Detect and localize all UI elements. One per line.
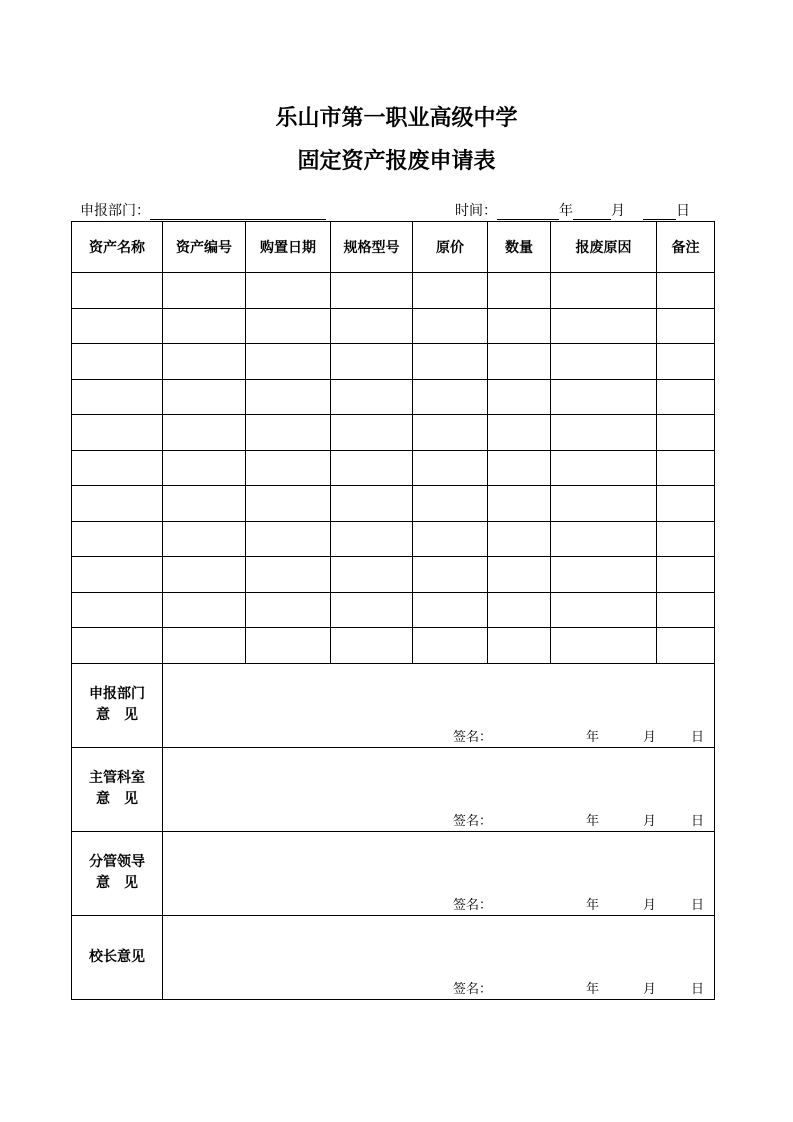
dept-label: 申报部门： (80, 203, 150, 219)
table-row (72, 379, 715, 415)
table-cell[interactable] (72, 379, 163, 415)
table-cell[interactable] (413, 308, 488, 344)
col-original-price: 原价 (413, 222, 488, 273)
table-cell[interactable] (246, 486, 331, 522)
table-cell[interactable] (246, 521, 331, 557)
opinion-input[interactable] (163, 915, 715, 999)
opinion-row-principal (72, 915, 715, 999)
table-cell[interactable] (488, 521, 551, 557)
day-input-line[interactable] (643, 205, 676, 220)
table-cell[interactable] (163, 592, 246, 628)
table-cell[interactable] (551, 273, 657, 309)
table-cell[interactable] (488, 379, 551, 415)
table-cell[interactable] (488, 273, 551, 309)
table-cell[interactable] (246, 379, 331, 415)
table-cell[interactable] (413, 415, 488, 451)
table-cell[interactable] (413, 521, 488, 557)
table-cell[interactable] (163, 486, 246, 522)
table-cell[interactable] (488, 415, 551, 451)
table-cell[interactable] (72, 450, 163, 486)
table-cell[interactable] (488, 592, 551, 628)
table-row (72, 592, 715, 628)
table-cell[interactable] (163, 557, 246, 593)
table-cell[interactable] (72, 486, 163, 522)
table-cell[interactable] (551, 450, 657, 486)
table-cell[interactable] (551, 486, 657, 522)
table-cell[interactable] (413, 628, 488, 664)
opinion-row-leader (72, 831, 715, 915)
table-cell[interactable] (657, 450, 715, 486)
table-cell[interactable] (331, 521, 413, 557)
table-cell[interactable] (163, 273, 246, 309)
table-cell[interactable] (657, 628, 715, 664)
table-cell[interactable] (72, 521, 163, 557)
table-cell[interactable] (551, 379, 657, 415)
year-label: 年 (559, 203, 573, 219)
opinion-section (72, 663, 715, 999)
table-row (72, 628, 715, 664)
opinion-label: 分管领导 意 见 (72, 831, 163, 915)
table-cell[interactable] (163, 521, 246, 557)
opinion-row-dept (72, 663, 715, 747)
table-cell[interactable] (163, 344, 246, 380)
table-cell[interactable] (657, 308, 715, 344)
table-cell[interactable] (331, 628, 413, 664)
opinion-label: 申报部门 意 见 (72, 663, 163, 747)
table-cell[interactable] (72, 557, 163, 593)
table-cell[interactable] (551, 344, 657, 380)
table-cell[interactable] (246, 628, 331, 664)
school-name: 乐山市第一职业高级中学 (275, 105, 518, 131)
table-cell[interactable] (413, 592, 488, 628)
table-cell[interactable] (331, 344, 413, 380)
data-rows (72, 273, 715, 664)
table-cell[interactable] (657, 557, 715, 593)
table-row (72, 273, 715, 309)
signature-line: 签名： 年 月 日 (453, 981, 705, 997)
signature-line: 签名： 年 月 日 (453, 813, 705, 829)
col-purchase-date: 购置日期 (246, 222, 331, 273)
table-cell[interactable] (246, 273, 331, 309)
time-label: 时间： (455, 203, 497, 219)
table-cell[interactable] (488, 308, 551, 344)
signature-line: 签名： 年 月 日 (453, 729, 705, 745)
table-cell[interactable] (331, 379, 413, 415)
header-row (72, 222, 715, 273)
col-asset-name: 资产名称 (72, 222, 163, 273)
opinion-row-office (72, 747, 715, 831)
table-row (72, 308, 715, 344)
table-cell[interactable] (246, 415, 331, 451)
table-cell[interactable] (413, 273, 488, 309)
month-label: 月 (611, 203, 625, 219)
signature-line: 签名： 年 月 日 (453, 897, 705, 913)
table-cell[interactable] (657, 379, 715, 415)
table-cell[interactable] (488, 344, 551, 380)
table-cell[interactable] (413, 557, 488, 593)
table-cell[interactable] (413, 344, 488, 380)
dept-input-line[interactable] (150, 205, 326, 220)
table-cell[interactable] (657, 415, 715, 451)
table-cell[interactable] (413, 450, 488, 486)
table-row (72, 415, 715, 451)
opinion-label: 主管科室 意 见 (72, 747, 163, 831)
table-cell[interactable] (331, 415, 413, 451)
table-row (72, 557, 715, 593)
table-cell[interactable] (163, 628, 246, 664)
table-cell[interactable] (331, 557, 413, 593)
year-input-line[interactable] (497, 205, 559, 220)
asset-disposal-table (71, 221, 715, 1000)
table-row (72, 450, 715, 486)
opinion-input[interactable] (163, 663, 715, 747)
table-cell[interactable] (657, 521, 715, 557)
table-cell[interactable] (657, 344, 715, 380)
table-cell[interactable] (488, 486, 551, 522)
table-cell[interactable] (488, 628, 551, 664)
opinion-label: 校长意见 (72, 915, 163, 999)
table-cell[interactable] (72, 592, 163, 628)
table-cell[interactable] (331, 308, 413, 344)
table-cell[interactable] (72, 273, 163, 309)
table-cell[interactable] (246, 344, 331, 380)
table-cell[interactable] (551, 628, 657, 664)
table-cell[interactable] (657, 273, 715, 309)
table-cell[interactable] (551, 308, 657, 344)
day-label: 日 (676, 203, 690, 219)
table-cell[interactable] (163, 308, 246, 344)
form-title: 固定资产报废申请表 (297, 148, 496, 174)
table-cell[interactable] (551, 592, 657, 628)
col-asset-number: 资产编号 (163, 222, 246, 273)
table-cell[interactable] (72, 415, 163, 451)
dept-field (80, 200, 326, 220)
col-quantity: 数量 (488, 222, 551, 273)
table-cell[interactable] (246, 308, 331, 344)
table-cell[interactable] (551, 557, 657, 593)
table-cell[interactable] (163, 415, 246, 451)
table-row (72, 486, 715, 522)
col-spec-model: 规格型号 (331, 222, 413, 273)
table-cell[interactable] (72, 628, 163, 664)
table-row (72, 521, 715, 557)
table-cell[interactable] (413, 379, 488, 415)
table-cell[interactable] (246, 592, 331, 628)
opinion-input[interactable] (163, 831, 715, 915)
table-cell[interactable] (657, 592, 715, 628)
table-cell[interactable] (488, 450, 551, 486)
table-cell[interactable] (551, 415, 657, 451)
col-remarks: 备注 (657, 222, 715, 273)
table-cell[interactable] (331, 486, 413, 522)
table-cell[interactable] (331, 450, 413, 486)
table-cell[interactable] (163, 379, 246, 415)
opinion-input[interactable] (163, 747, 715, 831)
table-cell[interactable] (163, 450, 246, 486)
month-input-line[interactable] (573, 205, 611, 220)
time-field (455, 200, 690, 220)
table-cell[interactable] (246, 557, 331, 593)
table-cell[interactable] (657, 486, 715, 522)
table-cell[interactable] (488, 557, 551, 593)
table-row (72, 344, 715, 380)
table-cell[interactable] (331, 592, 413, 628)
table-cell[interactable] (551, 521, 657, 557)
table-cell[interactable] (413, 486, 488, 522)
table-cell[interactable] (72, 308, 163, 344)
col-disposal-reason: 报废原因 (551, 222, 657, 273)
table-cell[interactable] (331, 273, 413, 309)
table-cell[interactable] (246, 450, 331, 486)
table-cell[interactable] (72, 344, 163, 380)
